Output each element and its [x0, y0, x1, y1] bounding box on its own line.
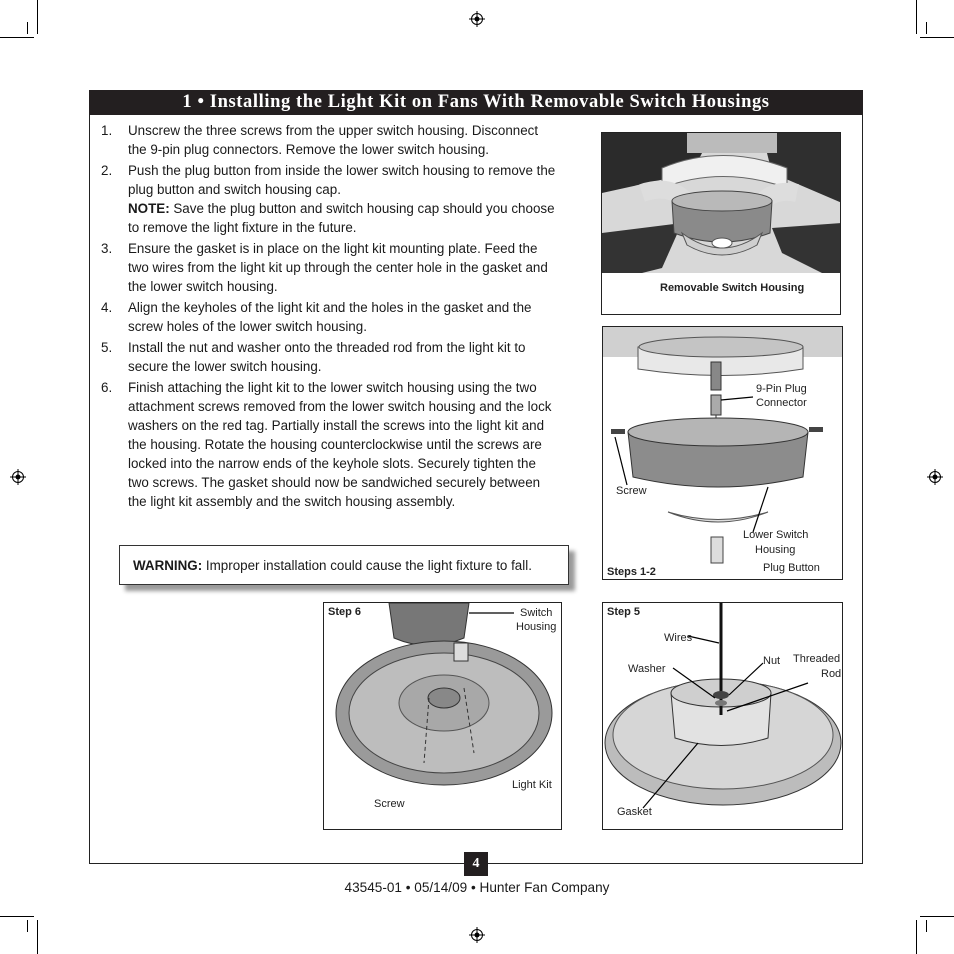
label-screw: Screw [616, 485, 647, 497]
list-item: 2. Push the plug button from inside the lower switch housing to remove the plug button and switch housing cap. NOTE: Save the plug button and switch housing cap should you choose to remove the light fixture in the future. [101, 163, 556, 235]
crop-mark [916, 920, 917, 954]
crop-mark [0, 916, 34, 917]
list-item: 6. Finish attaching the light kit to the lower switch housing using the two attachment screws removed from the lower switch housing and the lock washers on the red tag. Partially install the screws into the light kit and the housing. Rotate the housing counterclockwise until the screws are locked into the narrow ends of the keyhole slots. Securely tighten the two screws. The gasket should now be sandwiched securely between the light kit assembly and the switch housing assembly. [101, 380, 552, 509]
step-text: Push the plug button from inside the lower switch housing to remove the plug button and switch housing cap. [128, 163, 556, 197]
figure-caption: Step 6 [328, 606, 362, 618]
label-connector: Connector [756, 397, 807, 409]
page-number: 4 [464, 852, 488, 876]
figure-step-6 [323, 602, 562, 830]
step-text: Ensure the gasket is in place on the light kit mounting plate. Feed the two wires from the light kit up through the center hole in the gasket and the lower switch housing. [128, 241, 548, 294]
label-screw: Screw [374, 798, 405, 810]
crop-mark [926, 22, 927, 34]
label-housing: Lower Switch [743, 529, 809, 541]
label-housing: Housing [755, 544, 796, 556]
registration-mark-icon [469, 927, 485, 943]
step-text: Unscrew the three screws from the upper switch housing. Disconnect the 9-pin plug connectors. Remove the lower switch housing. [128, 123, 539, 157]
label-nut: Nut [763, 655, 781, 667]
figure-step-5 [602, 602, 843, 830]
gasket-illustration [603, 603, 843, 830]
note-text: Save the plug button and switch housing cap should you choose to remove the light fixture in the future. [128, 201, 555, 235]
label-light-kit: Light Kit [512, 779, 552, 791]
label-switch-housing: Switch [520, 607, 553, 619]
crop-mark [27, 920, 28, 932]
instruction-list [101, 121, 556, 513]
list-item: 1. Unscrew the three screws from the upper switch housing. Disconnect the 9-pin plug connectors. Remove the lower switch housing. [101, 123, 539, 157]
figure-caption: Step 5 [607, 606, 641, 618]
section-title: 1 • Installing the Light Kit on Fans With Removable Switch Housings [89, 90, 863, 115]
crop-mark [920, 37, 954, 38]
label-threaded-rod: Rod [821, 668, 842, 680]
warning-label: WARNING: [133, 558, 203, 573]
warning-box [119, 545, 569, 585]
label-washer: Washer [628, 663, 666, 675]
registration-mark-icon [10, 469, 26, 485]
note-label: NOTE: [128, 201, 170, 216]
label-plug-button: Plug Button [763, 562, 820, 574]
note [128, 199, 556, 237]
figure-removable-switch-housing [601, 132, 841, 315]
list-item: 4. Align the keyholes of the light kit and the holes in the gasket and the screw holes of the lower switch housing. [101, 300, 532, 334]
label-switch-housing: Housing [516, 621, 557, 633]
figure-caption: Steps 1-2 [607, 566, 656, 578]
label-wires: Wires [664, 632, 693, 644]
registration-mark-icon [469, 11, 485, 27]
figure-caption: Removable Switch Housing [660, 282, 805, 294]
crop-mark [37, 920, 38, 954]
crop-mark [916, 0, 917, 34]
crop-mark [926, 920, 927, 932]
label-gasket: Gasket [617, 806, 652, 818]
warning-text: Improper installation could cause the light fixture to fall. [202, 558, 532, 573]
step-text: Finish attaching the light kit to the lower switch housing using the two attachment screws removed from the lower switch housing and the lock washers on the red tag. Partially install the screws into the light kit and the housing. Rotate the housing counterclockwise until the screws are locked into the narrow ends of the keyhole slots. Securely tighten the two screws. The gasket should now be sandwiched securely between the light kit assembly and the switch housing assembly. [128, 380, 552, 509]
list-item: 3. Ensure the gasket is in place on the light kit mounting plate. Feed the two wires from the light kit up through the center hole in the gasket and the lower switch housing. [101, 241, 548, 294]
step-text: Install the nut and washer onto the threaded rod from the light kit to secure the lower switch housing. [128, 340, 526, 374]
crop-mark [27, 22, 28, 34]
registration-mark-icon [927, 469, 943, 485]
figure-steps-1-2 [602, 326, 843, 580]
footer: 43545-01 • 05/14/09 • Hunter Fan Company [344, 880, 610, 895]
step-text: Align the keyholes of the light kit and the holes in the gasket and the screw holes of the lower switch housing. [128, 300, 532, 334]
crop-mark [920, 916, 954, 917]
list-item: 5. Install the nut and washer onto the threaded rod from the light kit to secure the lower switch housing. [101, 340, 526, 374]
crop-mark [0, 37, 34, 38]
label-connector: 9-Pin Plug [756, 383, 807, 395]
light-kit-illustration [324, 603, 562, 830]
exploded-housing-illustration [603, 327, 843, 580]
label-threaded-rod: Threaded [793, 653, 841, 665]
crop-mark [37, 0, 38, 34]
